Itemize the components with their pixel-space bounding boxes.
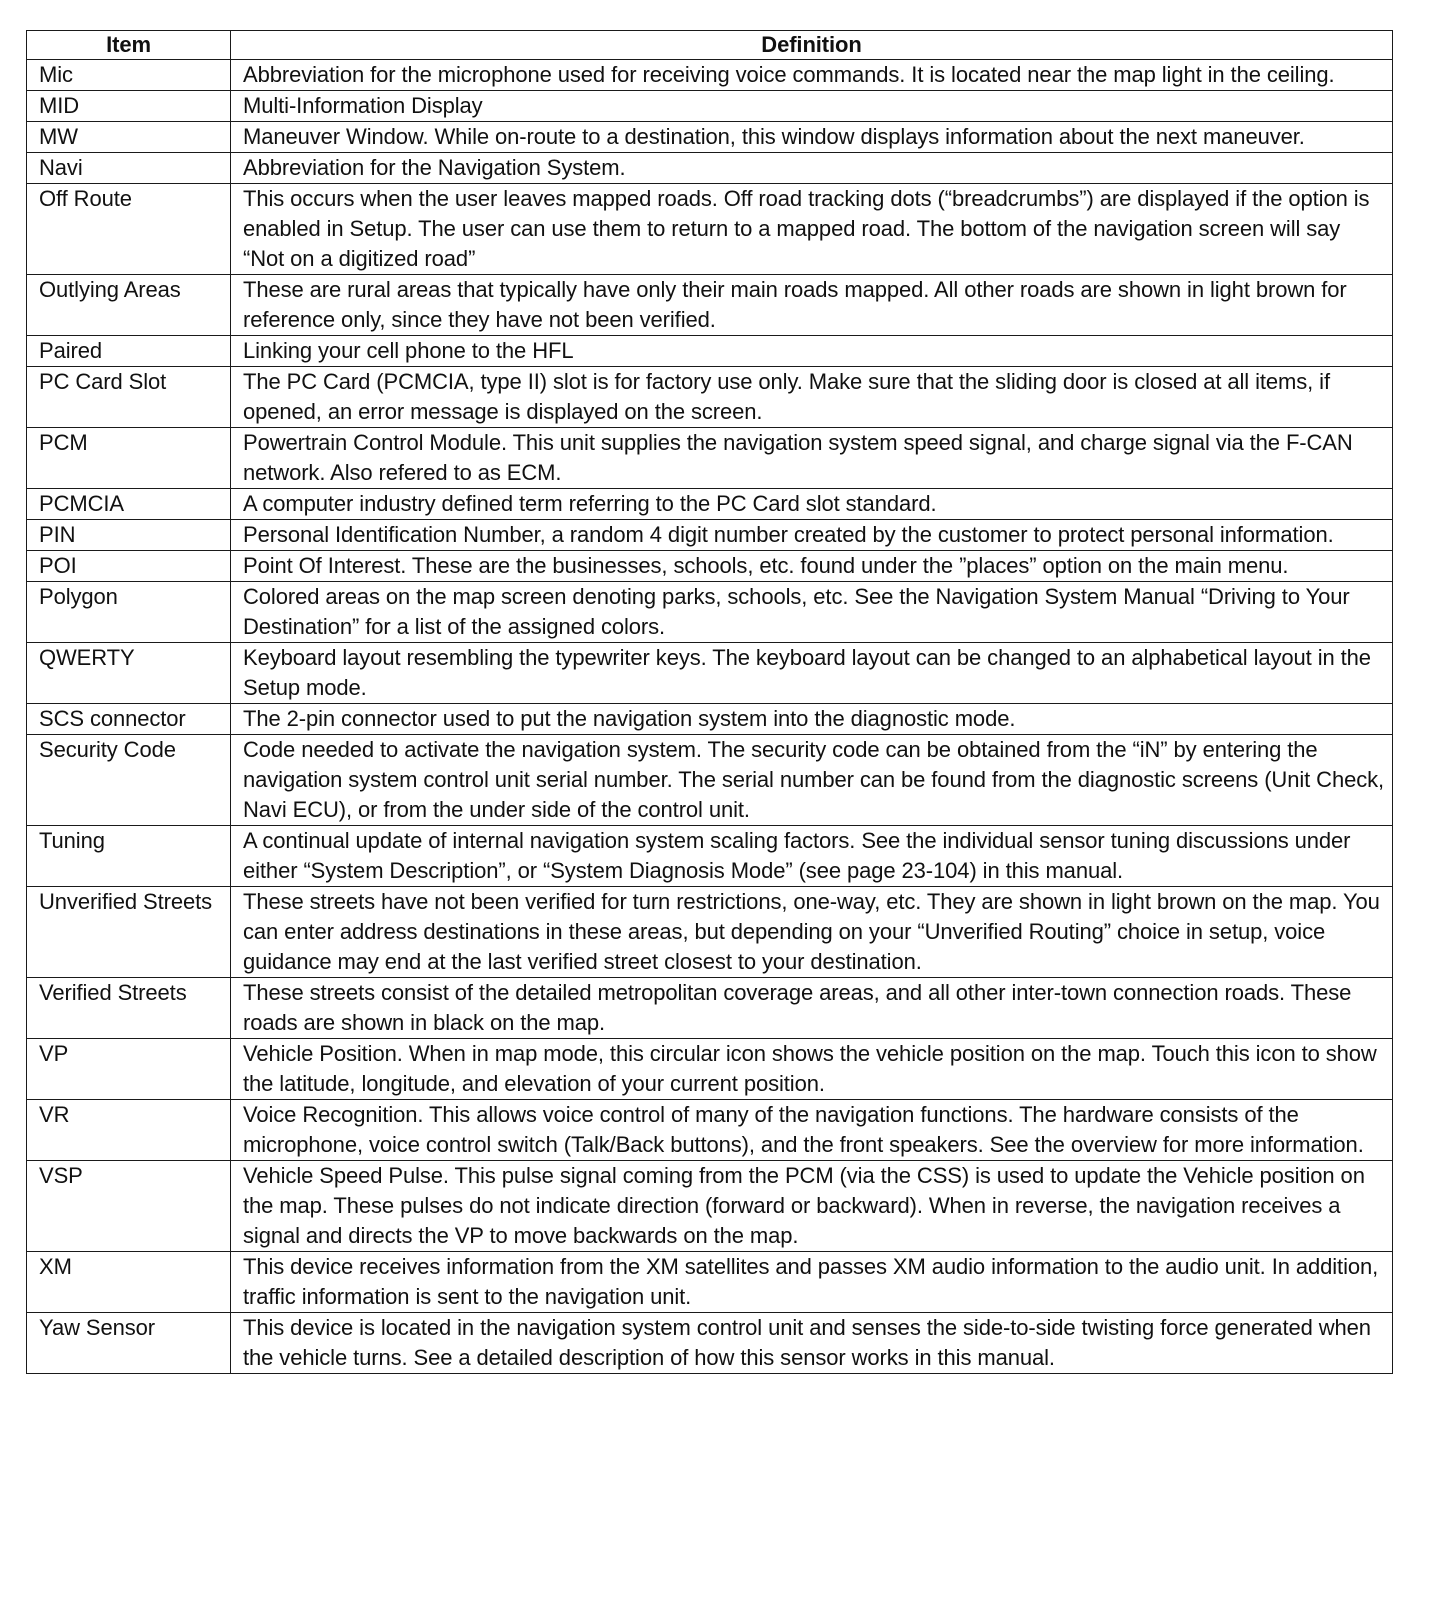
item-definition: Vehicle Speed Pulse. This pulse signal coming from the PCM (via the CSS) is used to update the Vehicle position on the map. These pulses do not indicate direction (forward or backward). When in reverse, the navigation receives a signal and directs the VP to move backwards on the map. — [231, 1161, 1393, 1252]
item-term: MID — [27, 91, 231, 122]
table-header-row — [27, 31, 1393, 60]
table-row — [27, 520, 1393, 551]
item-term: QWERTY — [27, 643, 231, 704]
glossary-page — [26, 30, 1392, 1374]
item-definition: Linking your cell phone to the HFL — [231, 336, 1393, 367]
item-definition: These are rural areas that typically have only their main roads mapped. All other roads are shown in light brown for reference only, since they have not been verified. — [231, 275, 1393, 336]
item-term: PCM — [27, 428, 231, 489]
item-definition: These streets have not been verified for turn restrictions, one-way, etc. They are shown in light brown on the map. You can enter address destinations in these areas, but depending on your “Unverified Routing” choice in setup, voice guidance may end at the last verified street closest to your destination. — [231, 887, 1393, 978]
table-row — [27, 91, 1393, 122]
table-row — [27, 489, 1393, 520]
item-definition: A computer industry defined term referring to the PC Card slot standard. — [231, 489, 1393, 520]
item-term: Security Code — [27, 735, 231, 826]
item-definition: Abbreviation for the microphone used for receiving voice commands. It is located near the map light in the ceiling. — [231, 60, 1393, 91]
item-definition: Code needed to activate the navigation system. The security code can be obtained from the “iN” by entering the navigation system control unit serial number. The serial number can be found from the diagnostic screens (Unit Check, Navi ECU), or from the under side of the control unit. — [231, 735, 1393, 826]
item-term: Verified Streets — [27, 978, 231, 1039]
item-definition: The 2-pin connector used to put the navigation system into the diagnostic mode. — [231, 704, 1393, 735]
table-row — [27, 735, 1393, 826]
item-definition: Keyboard layout resembling the typewriter keys. The keyboard layout can be changed to an alphabetical layout in the Setup mode. — [231, 643, 1393, 704]
item-term: Paired — [27, 336, 231, 367]
item-definition: This occurs when the user leaves mapped roads. Off road tracking dots (“breadcrumbs”) are displayed if the option is enabled in Setup. The user can use them to return to a mapped road. The bottom of the navigation screen will say “Not on a digitized road” — [231, 184, 1393, 275]
table-row — [27, 887, 1393, 978]
item-definition: Powertrain Control Module. This unit supplies the navigation system speed signal, and charge signal via the F-CAN network. Also refered to as ECM. — [231, 428, 1393, 489]
item-term: SCS connector — [27, 704, 231, 735]
table-row — [27, 1161, 1393, 1252]
table-row — [27, 1039, 1393, 1100]
item-definition: This device receives information from the XM satellites and passes XM audio information to the audio unit. In addition, traffic information is sent to the navigation unit. — [231, 1252, 1393, 1313]
table-row — [27, 122, 1393, 153]
item-definition: These streets consist of the detailed metropolitan coverage areas, and all other inter-town connection roads. These roads are shown in black on the map. — [231, 978, 1393, 1039]
item-definition: Vehicle Position. When in map mode, this circular icon shows the vehicle position on the map. Touch this icon to show the latitude, longitude, and elevation of your current position. — [231, 1039, 1393, 1100]
item-definition: Colored areas on the map screen denoting parks, schools, etc. See the Navigation System Manual “Driving to Your Destination” for a list of the assigned colors. — [231, 582, 1393, 643]
glossary-table — [26, 30, 1393, 1374]
table-row — [27, 1313, 1393, 1374]
item-term: Outlying Areas — [27, 275, 231, 336]
item-term: Polygon — [27, 582, 231, 643]
table-row — [27, 1252, 1393, 1313]
item-term: PC Card Slot — [27, 367, 231, 428]
item-definition: Multi-Information Display — [231, 91, 1393, 122]
table-row — [27, 978, 1393, 1039]
table-row — [27, 367, 1393, 428]
table-row — [27, 826, 1393, 887]
item-definition: Point Of Interest. These are the businesses, schools, etc. found under the ”places” option on the main menu. — [231, 551, 1393, 582]
item-term: Unverified Streets — [27, 887, 231, 978]
item-term: Off Route — [27, 184, 231, 275]
table-row — [27, 153, 1393, 184]
table-row — [27, 336, 1393, 367]
column-header-definition: Definition — [231, 31, 1393, 60]
item-term: POI — [27, 551, 231, 582]
table-row — [27, 582, 1393, 643]
item-definition: This device is located in the navigation system control unit and senses the side-to-side twisting force generated when the vehicle turns. See a detailed description of how this sensor works in this manual. — [231, 1313, 1393, 1374]
table-row — [27, 275, 1393, 336]
item-term: Tuning — [27, 826, 231, 887]
item-term: VP — [27, 1039, 231, 1100]
table-row — [27, 551, 1393, 582]
glossary-body — [27, 60, 1393, 1374]
table-row — [27, 643, 1393, 704]
item-definition: Voice Recognition. This allows voice control of many of the navigation functions. The hardware consists of the microphone, voice control switch (Talk/Back buttons), and the front speakers. See the overview for more information. — [231, 1100, 1393, 1161]
item-term: Mic — [27, 60, 231, 91]
item-term: XM — [27, 1252, 231, 1313]
item-term: VSP — [27, 1161, 231, 1252]
item-definition: The PC Card (PCMCIA, type II) slot is for factory use only. Make sure that the sliding door is closed at all items, if opened, an error message is displayed on the screen. — [231, 367, 1393, 428]
item-term: Yaw Sensor — [27, 1313, 231, 1374]
column-header-item: Item — [27, 31, 231, 60]
item-definition: Personal Identification Number, a random 4 digit number created by the customer to protect personal information. — [231, 520, 1393, 551]
table-row — [27, 704, 1393, 735]
item-term: PIN — [27, 520, 231, 551]
item-definition: Abbreviation for the Navigation System. — [231, 153, 1393, 184]
item-term: MW — [27, 122, 231, 153]
table-row — [27, 60, 1393, 91]
item-term: VR — [27, 1100, 231, 1161]
item-term: PCMCIA — [27, 489, 231, 520]
table-row — [27, 184, 1393, 275]
table-row — [27, 1100, 1393, 1161]
item-term: Navi — [27, 153, 231, 184]
item-definition: A continual update of internal navigation system scaling factors. See the individual sensor tuning discussions under either “System Description”, or “System Diagnosis Mode” (see page 23-104) in this manual. — [231, 826, 1393, 887]
item-definition: Maneuver Window. While on-route to a destination, this window displays information about the next maneuver. — [231, 122, 1393, 153]
table-row — [27, 428, 1393, 489]
